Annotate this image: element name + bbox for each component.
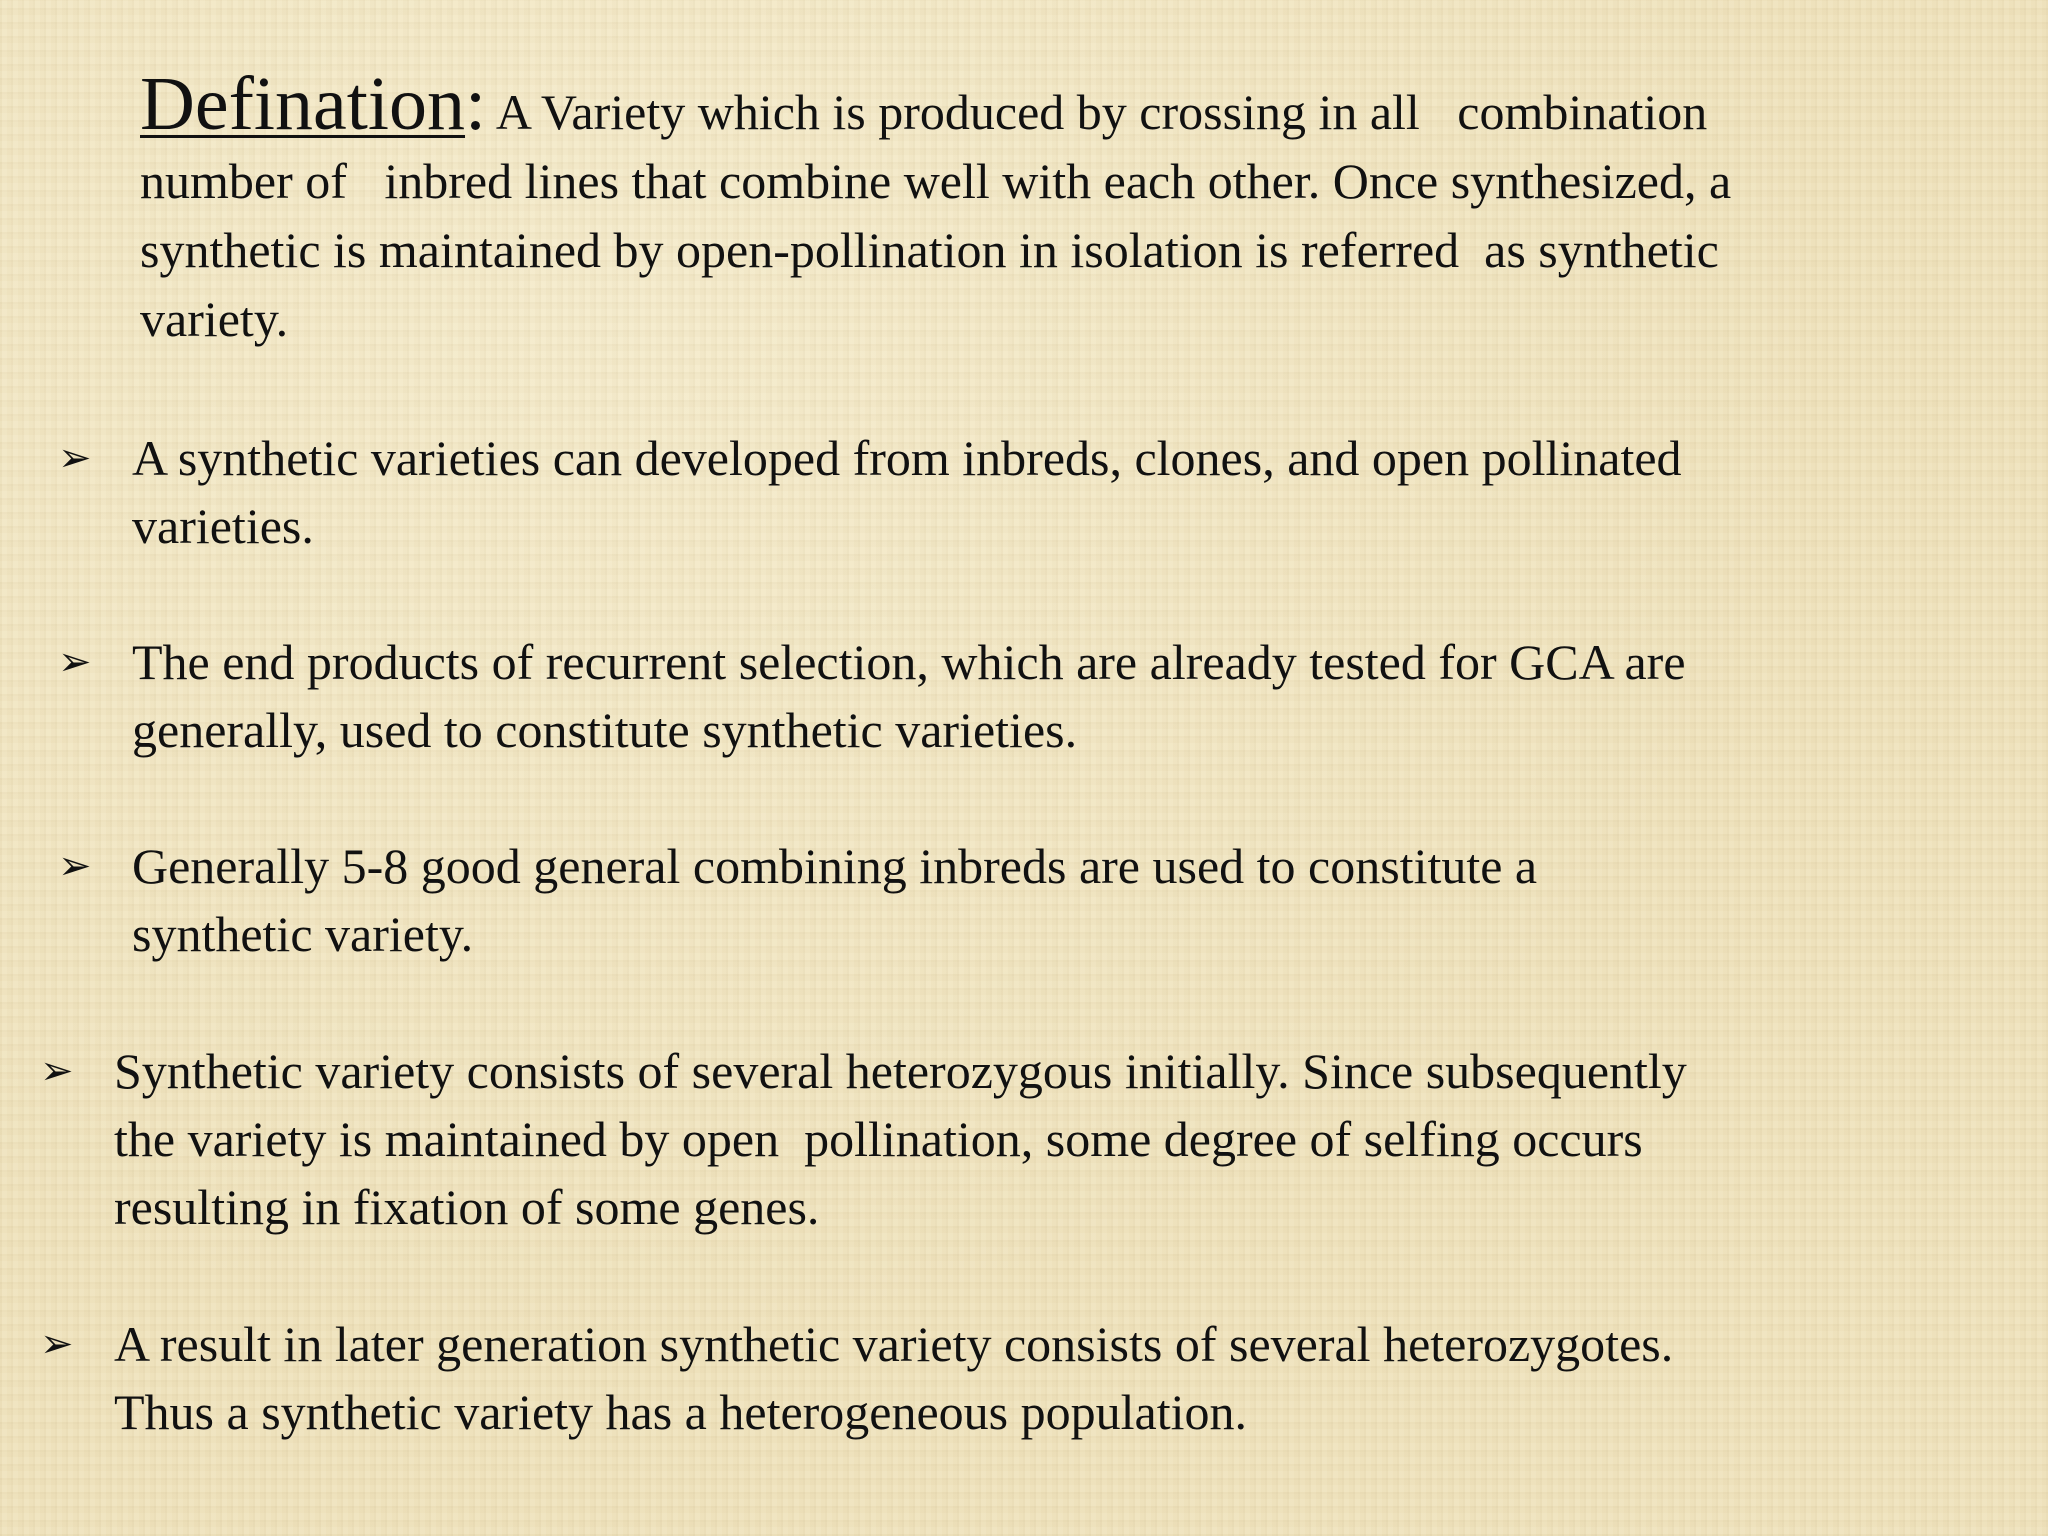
definition-text-line-3: synthetic is maintained by open-pollination in isolation is referred as synthetic <box>140 222 1719 278</box>
bullet-1-line-2: varieties. <box>132 498 314 554</box>
bullet-5-line-2: Thus a synthetic variety has a heterogeneous population. <box>114 1384 1248 1440</box>
arrow-bullet-icon: ➢ <box>40 1048 74 1094</box>
definition-text-line-2: number of inbred lines that combine well with each other. Once synthesized, a <box>140 153 1732 209</box>
bullet-4-line-2: the variety is maintained by open pollination, some degree of selfing occurs <box>114 1111 1643 1167</box>
bullet-3-line-2: synthetic variety. <box>132 906 474 962</box>
bullet-item-3 <box>58 832 1988 968</box>
bullet-4-line-1: Synthetic variety consists of several heterozygous initially. Since subsequently <box>114 1043 1687 1099</box>
definition-heading: Defination <box>140 62 466 146</box>
definition-text-line-4: variety. <box>140 291 289 347</box>
bullet-item-2 <box>58 628 1988 764</box>
definition-colon: : <box>465 62 487 146</box>
bullet-1-line-1: A synthetic varieties can developed from inbreds, clones, and open pollinated <box>132 430 1682 486</box>
bullet-4-line-3: resulting in fixation of some genes. <box>114 1179 820 1235</box>
arrow-bullet-icon: ➢ <box>40 1321 74 1367</box>
arrow-bullet-icon: ➢ <box>58 843 92 889</box>
arrow-bullet-icon: ➢ <box>58 435 92 481</box>
definition-line-1 <box>140 62 1970 147</box>
bullet-item-1 <box>58 424 1988 560</box>
bullet-2-line-2: generally, used to constitute synthetic varieties. <box>132 702 1078 758</box>
definition-text-line-1: A Variety which is produced by crossing in all combination <box>486 84 1708 140</box>
bullet-5-line-1: A result in later generation synthetic variety consists of several heterozygotes. <box>114 1316 1674 1372</box>
definition-paragraph <box>140 62 1970 354</box>
arrow-bullet-icon: ➢ <box>58 639 92 685</box>
bullet-item-5 <box>40 1310 1990 1446</box>
bullet-3-line-1: Generally 5-8 good general combining inbreds are used to constitute a <box>132 838 1538 894</box>
bullet-item-4 <box>40 1037 1990 1241</box>
bullet-2-line-1: The end products of recurrent selection, which are already tested for GCA are <box>132 634 1686 690</box>
